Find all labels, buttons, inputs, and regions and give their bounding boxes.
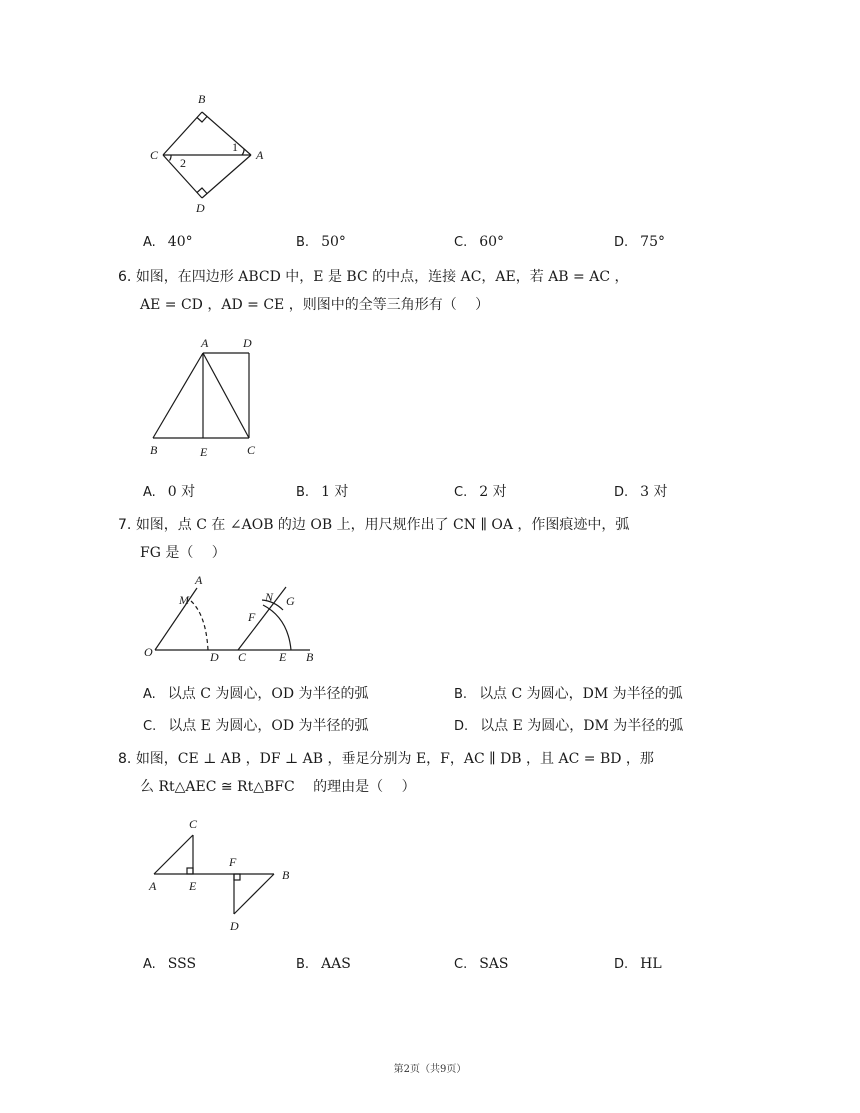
question-8 [118,745,768,801]
q8-label-c: C [189,817,198,831]
q8-option-a[interactable]: A. SSS [143,956,197,972]
q7-number: 7. [118,517,132,533]
q8-label-a: A [149,879,157,893]
q8-label-d: D [230,919,239,933]
q8-stem-line1: 如图，CE ⊥ AB ，DF ⊥ AB ，垂足分别为 E，F，AC ∥ DB ，且 AC = BD ，那 [135,751,654,767]
q7-option-d[interactable]: D. 以点 E 为圆心，DM 为半径的弧 [454,718,684,734]
question-6 [118,263,768,319]
q5-diagram [140,85,290,220]
q5-label-b: B [198,92,206,106]
q6-stem-line1: 如图，在四边形 ABCD 中，E 是 BC 的中点，连接 AC，AE，若 AB = AC ， [135,269,629,285]
q6-option-a[interactable]: A. 0 对 [143,484,196,500]
q8-label-e: E [189,879,197,893]
q7-diagram [140,570,330,670]
q5-label-d: D [196,201,205,215]
q7-label-d: D [210,650,219,664]
q7-label-n: N [265,590,274,604]
q8-figure [140,812,310,937]
q8-option-b[interactable]: B. AAS [296,956,351,972]
q5-option-d[interactable]: D. 75° [614,234,665,250]
q7-label-g: G [286,594,295,608]
q8-option-d[interactable]: D. HL [614,956,662,972]
question-7 [118,511,768,567]
q7-stem-line1: 如图，点 C 在 ∠AOB 的边 OB 上，用尺规作出了 CN ∥ OA ，作图痕迹中，弧 [135,517,630,533]
q6-label-d: D [243,336,252,350]
q7-label-a: A [195,573,203,587]
q8-label-f: F [229,855,237,869]
q6-option-b[interactable]: B. 1 对 [296,484,349,500]
q5-option-c[interactable]: C. 60° [454,234,505,250]
q6-label-a: A [201,336,209,350]
q5-figure [140,85,290,220]
q7-stem-line2: FG 是（ ） [140,545,226,561]
q7-label-f: F [248,610,256,624]
q7-label-c: C [238,650,247,664]
q8-diagram [140,812,310,937]
q7-option-c[interactable]: C. 以点 E 为圆心，OD 为半径的弧 [143,718,369,734]
q7-figure [140,570,330,670]
q6-figure [140,333,270,463]
q7-label-e: E [279,650,287,664]
q6-number: 6. [118,269,132,285]
q5-angle-2: 2 [180,156,186,170]
q6-label-c: C [247,443,256,457]
q6-stem-line2: AE = CD ，AD = CE ，则图中的全等三角形有（ ） [140,297,490,313]
q8-label-b: B [282,868,290,882]
q6-diagram [140,333,270,463]
q6-label-b: B [150,443,158,457]
q7-label-m: M [179,593,189,607]
q8-number: 8. [118,751,132,767]
q5-label-c: C [150,148,159,162]
q5-option-b[interactable]: B. 50° [296,234,346,250]
q5-label-a: A [256,148,264,162]
q6-label-e: E [200,445,208,459]
q5-option-a[interactable]: A. 40° [143,234,193,250]
q5-angle-1: 1 [232,140,238,154]
q7-label-o: O [144,645,153,659]
q7-option-a[interactable]: A. 以点 C 为圆心，OD 为半径的弧 [143,686,369,702]
page-footer: 第2页（共9页） [393,1064,467,1075]
q7-label-b: B [306,650,314,664]
q8-stem-line2: 么 Rt△AEC ≅ Rt△BFC 的理由是（ ） [140,779,416,795]
q6-option-d[interactable]: D. 3 对 [614,484,668,500]
q6-option-c[interactable]: C. 2 对 [454,484,507,500]
q8-option-c[interactable]: C. SAS [454,956,509,972]
q7-option-b[interactable]: B. 以点 C 为圆心，DM 为半径的弧 [454,686,683,702]
